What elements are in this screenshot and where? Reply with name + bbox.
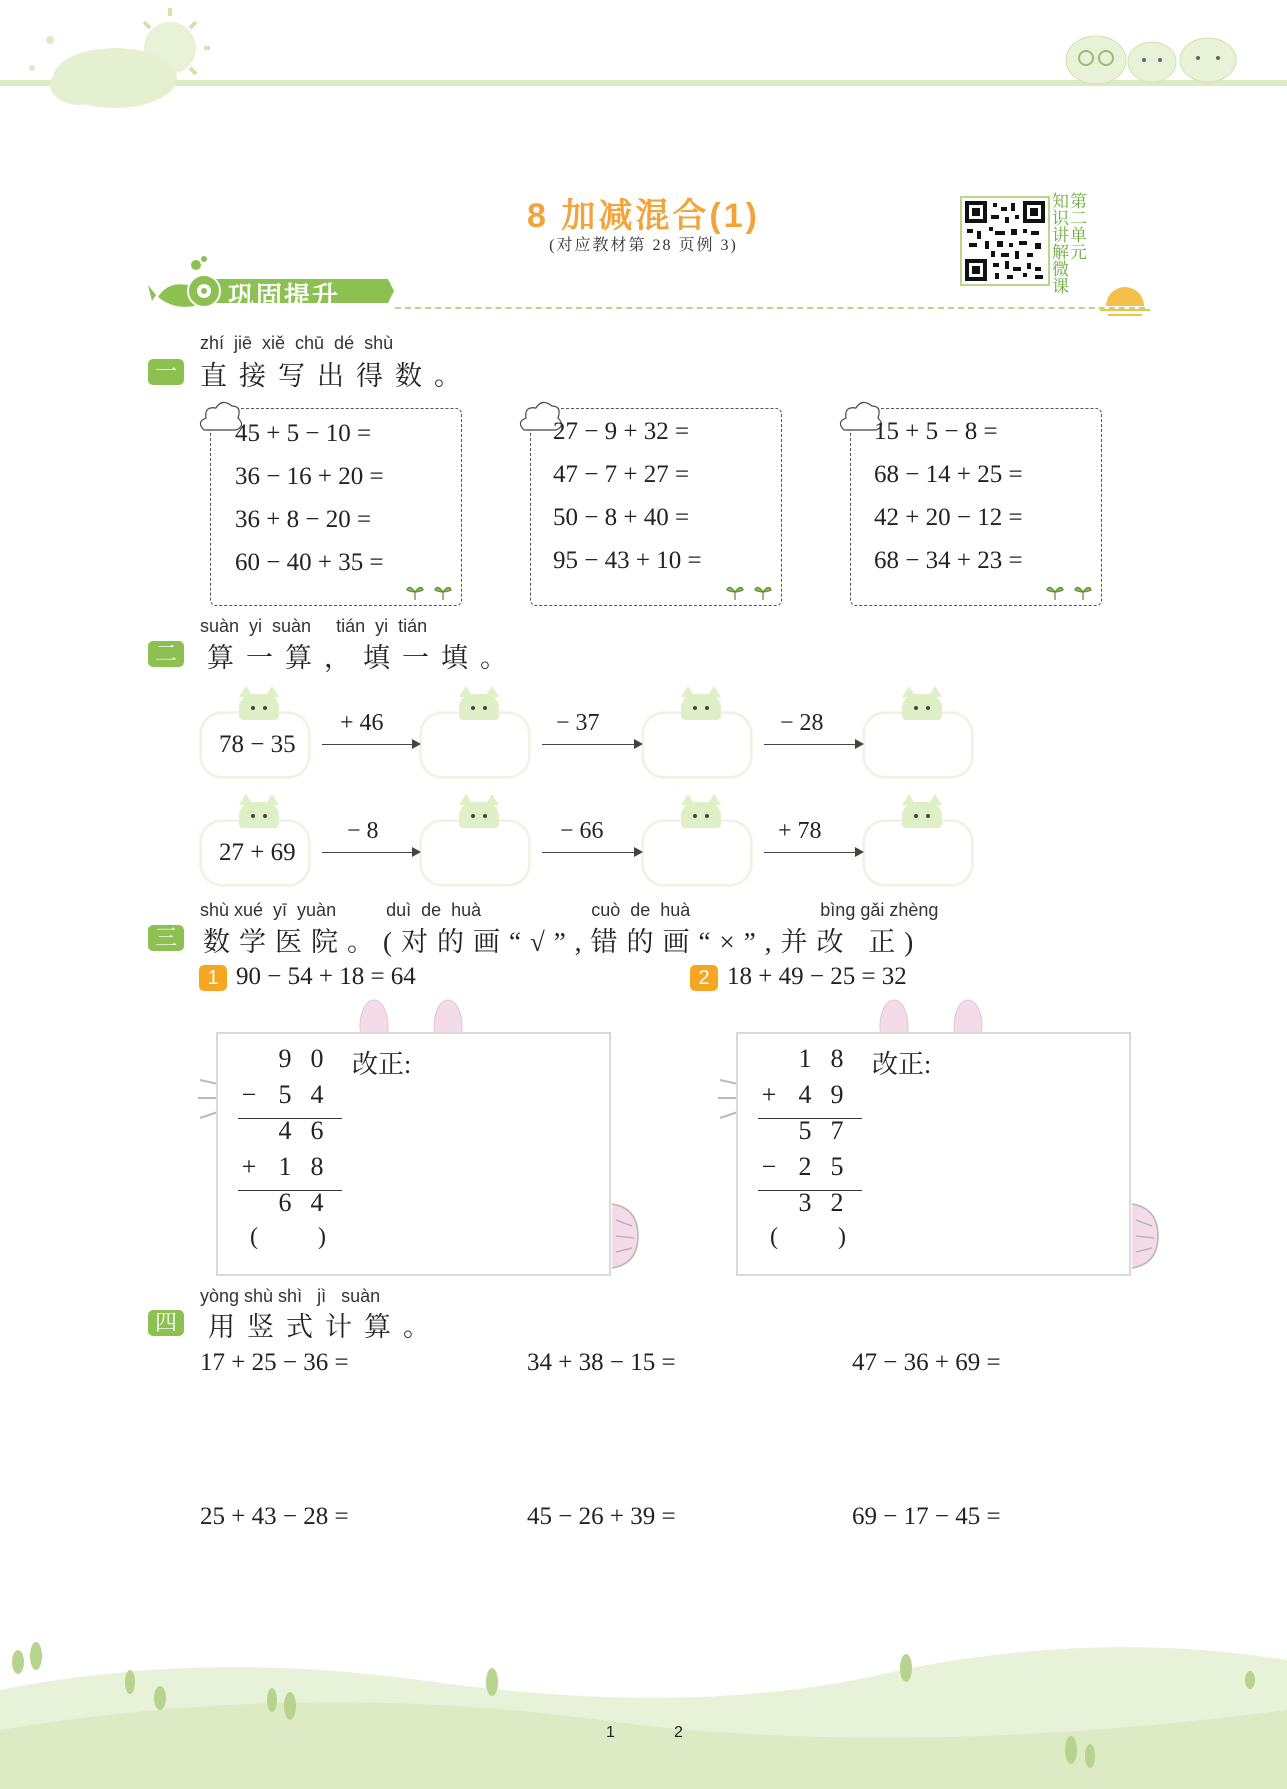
- direct-equation: 50 − 8 + 40 =: [553, 504, 690, 531]
- section-2-badge: 二: [148, 641, 184, 667]
- direct-equation: 36 − 16 + 20 =: [235, 463, 384, 490]
- chain-answer-cloud[interactable]: [420, 712, 530, 778]
- vertical-calc-problem: 25 + 43 − 28 =: [200, 1503, 349, 1530]
- page-number: 1: [606, 1724, 615, 1741]
- qr-unit-label: 第二单元: [1067, 192, 1086, 260]
- lesson-subtitle: (对应教材第 28 页例 3): [549, 237, 738, 254]
- bottom-hills-decoration: [0, 1620, 1287, 1789]
- chain-arrow: [764, 852, 855, 853]
- chain-operation: − 8: [347, 818, 379, 844]
- vertical-digit: 8: [830, 1044, 844, 1073]
- chain-answer-cloud[interactable]: [642, 820, 752, 886]
- vertical-digit: 5: [830, 1152, 844, 1181]
- direct-equation: 36 + 8 − 20 =: [235, 506, 372, 533]
- rabbit-ears-decoration: [872, 998, 992, 1034]
- section-4-heading: 用竖式计算。: [208, 1312, 442, 1342]
- sprout-icon: [1045, 582, 1095, 602]
- vertical-digit: 3: [798, 1188, 812, 1217]
- vertical-op: −: [241, 1080, 257, 1109]
- chain-answer-cloud[interactable]: [863, 712, 973, 778]
- vertical-digit: 5: [798, 1116, 812, 1145]
- vertical-calc-problem: 17 + 25 − 36 =: [200, 1349, 349, 1376]
- section-3-badge: 三: [148, 925, 184, 951]
- vertical-op: −: [761, 1152, 777, 1181]
- hospital-equation: 90 − 54 + 18 = 64: [236, 963, 416, 990]
- chain-arrow: [322, 744, 412, 745]
- problem-number-badge: 1: [199, 965, 227, 991]
- lesson-title: 8 加减混合(1): [527, 197, 760, 235]
- chain-operation: − 28: [780, 710, 824, 736]
- chain-arrow: [764, 744, 855, 745]
- direct-equation: 45 + 5 − 10 =: [235, 420, 372, 447]
- section-1-pinyin: zhí jiē xiě chū dé shù: [200, 333, 394, 353]
- chain-operation: − 66: [560, 818, 604, 844]
- vertical-digit: 1: [278, 1152, 292, 1181]
- direct-equation: 68 − 14 + 25 =: [874, 461, 1023, 488]
- problem-number-badge: 2: [690, 965, 718, 991]
- hospital-box-2: [736, 1032, 1131, 1276]
- vertical-digit: 6: [278, 1188, 292, 1217]
- correction-label: 改正:: [872, 1050, 932, 1079]
- correction-label: 改正:: [352, 1050, 412, 1079]
- chain-answer-cloud[interactable]: [420, 820, 530, 886]
- section-3-heading: 数学医院。(对的画“√”,错的画“×”,并改 正): [203, 927, 923, 957]
- vertical-calc-problem: 47 − 36 + 69 =: [852, 1349, 1001, 1376]
- hospital-box-1: [216, 1032, 611, 1276]
- direct-equation: 60 − 40 + 35 =: [235, 549, 384, 576]
- vertical-digit: 2: [798, 1152, 812, 1181]
- section-4-badge: 四: [148, 1310, 184, 1336]
- arrow-head-icon: [412, 847, 421, 857]
- rabbit-paw-decoration: [608, 1200, 644, 1272]
- vertical-calc-problem: 69 − 17 − 45 =: [852, 1503, 1001, 1530]
- banner-title: 巩固提升: [228, 281, 341, 311]
- vertical-digit: 0: [310, 1044, 324, 1073]
- arrow-head-icon: [634, 847, 643, 857]
- rabbit-paw-decoration: [1128, 1200, 1164, 1272]
- section-1-heading: 直接写出得数。: [200, 361, 473, 391]
- vertical-digit: 5: [278, 1080, 292, 1109]
- animal-friends-decoration: [1058, 20, 1248, 86]
- arrow-head-icon: [855, 847, 864, 857]
- page-number: 2: [674, 1724, 683, 1741]
- vertical-digit: 4: [798, 1080, 812, 1109]
- chain-answer-cloud[interactable]: [863, 820, 973, 886]
- chain-arrow: [542, 744, 634, 745]
- vertical-digit: 1: [798, 1044, 812, 1073]
- vertical-op: +: [241, 1152, 257, 1181]
- vertical-calc-problem: 34 + 38 − 15 =: [527, 1349, 676, 1376]
- vertical-digit: 4: [310, 1188, 324, 1217]
- chain-operation: + 46: [340, 710, 384, 736]
- rabbit-ears-decoration: [352, 998, 472, 1034]
- section-4-pinyin: yòng shù shì jì suàn: [200, 1286, 381, 1306]
- vertical-digit: 9: [278, 1044, 292, 1073]
- sprout-icon: [725, 582, 775, 602]
- sprout-icon: [405, 582, 455, 602]
- vertical-digit: 8: [310, 1152, 324, 1181]
- sun-cloud-decoration: [20, 0, 210, 115]
- chain-arrow: [322, 852, 412, 853]
- arrow-head-icon: [412, 739, 421, 749]
- banner-dashed-divider: [395, 307, 1145, 309]
- arrow-head-icon: [855, 739, 864, 749]
- section-2-heading: 算一算，填一填。: [207, 643, 519, 673]
- vertical-digit: 4: [310, 1080, 324, 1109]
- chain-arrow: [542, 852, 634, 853]
- chain-answer-cloud[interactable]: [642, 712, 752, 778]
- direct-equation: 95 − 43 + 10 =: [553, 547, 702, 574]
- judgement-paren[interactable]: ( ): [770, 1224, 846, 1250]
- vertical-calc-problem: 45 − 26 + 39 =: [527, 1503, 676, 1530]
- vertical-digit: 7: [830, 1116, 844, 1145]
- qr-micro-lesson-label: 知识讲解微课: [1049, 192, 1068, 294]
- sunrise-icon: [1100, 284, 1150, 324]
- direct-equation: 42 + 20 − 12 =: [874, 504, 1023, 531]
- vertical-digit: 9: [830, 1080, 844, 1109]
- qr-code-pattern: [965, 201, 1045, 281]
- chain-operation: − 37: [556, 710, 600, 736]
- section-2-pinyin: suàn yi suàn tián yi tián: [200, 616, 428, 636]
- direct-equation: 47 − 7 + 27 =: [553, 461, 690, 488]
- direct-equation: 27 − 9 + 32 =: [553, 418, 690, 445]
- chain-operation: + 78: [778, 818, 822, 844]
- hospital-equation: 18 + 49 − 25 = 32: [727, 963, 907, 990]
- qr-code[interactable]: [960, 196, 1050, 286]
- vertical-digit: 6: [310, 1116, 324, 1145]
- vertical-digit: 4: [278, 1116, 292, 1145]
- section-3-pinyin: shù xué yī yuàn duì de huà cuò de huà bìng gǎi zhèng: [200, 900, 939, 920]
- chain-start-expression: 27 + 69: [219, 839, 296, 866]
- judgement-paren[interactable]: ( ): [250, 1224, 326, 1250]
- section-1-badge: 一: [148, 359, 184, 385]
- direct-equation: 15 + 5 − 8 =: [874, 418, 998, 445]
- vertical-digit: 2: [830, 1188, 844, 1217]
- vertical-op: +: [761, 1080, 777, 1109]
- direct-equation: 68 − 34 + 23 =: [874, 547, 1023, 574]
- arrow-head-icon: [634, 739, 643, 749]
- chain-start-expression: 78 − 35: [219, 731, 296, 758]
